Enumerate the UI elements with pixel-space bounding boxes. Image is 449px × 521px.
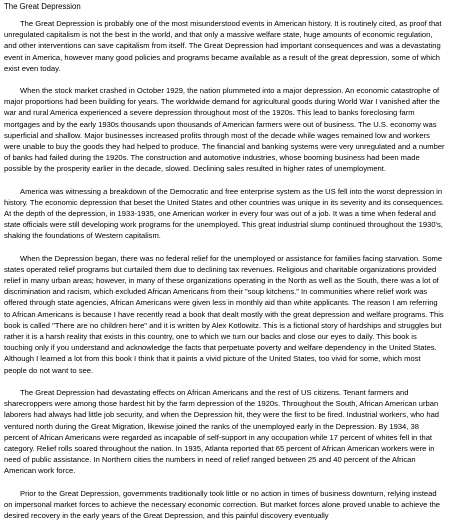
paragraph-text: Prior to the Great Depression, governments traditionally took little or no action in times of business downturn, relying instead on impersonal market forces to achieve the necessary economic correction. But market forces alone proved unable to achieve the desired recovery in the early years of the Great Depression, and this painful discovery eventually bbox=[4, 488, 441, 520]
paragraph-5 bbox=[4, 387, 445, 477]
paragraph-text: When the Depression began, there was no federal relief for the unemployed or assistance for families facing starvation. Some states operated relief programs but curtailed them due to declining tax revenues. Religious and charitable organizations provided relief in many urban areas; however, in many of these organizations operating in the North as well as the South, there was a lot of discrimination and racism, which excluded African Americans from their "soup kitchens." In communities where relief work was offered through state agencies, African Americans were given less in monthly aid than white applicants. The reason I am referring to African Americans is because I have recently read a book that dealt mostly with the great depression and welfare programs. This book is called "There are no children here" and it is written by Alex Kotlowitz. This is a fictional story of hardships and struggles but rather it is a harsh reality that exists in this country, one to which we turn our backs and close our eyes to daily. This book is touching only if you understand and acknowledge the facts that perpetuate poverty and welfare dependency in the United States. Although I learned a lot from this book I think that it paints a vivid picture of the United States, too vivid for some, which most people do not want to see. bbox=[4, 253, 444, 375]
paragraph-text: When the stock market crashed in October 1929, the nation plummeted into a major depression. An economic catastrophe of major proportions had been building for years. The worldwide demand for agricultural goods during World War I vanished after the war and rural America experienced a severe depression throughout most of the 1920s. This lead to banks foreclosing farm mortgages and by the early 1930s thousands upon thousands of American farmers were out of business. The U.S. economy was superficial and shallow. Major businesses increased profits through most of the decade while wages remained low and workers were unable to buy the goods they had helped to produce. The financial and banking systems were very unregulated and a number of banks had failed during the 1920s. The construction and automotive industries, whose booming business had been made possible by the prosperity earlier in the decade, slowed. Declining sales resulted in higher rates of unemployment. bbox=[4, 86, 445, 174]
paragraph-text: The Great Depression had devastating effects on African Americans and the rest of US citizens. Tenant farmers and sharecroppers were among those hardest hit by the farm depression of the 1920s. Throughout the South, African American urban laborers had always had little job security, and when the Depression hit, they were the first to be fired. Industrial workers, who had ventured north during the Great Migration, likewise joined the ranks of the unemployed early in the Depression. By 1934, 38 percent of African Americans were regarded as incapable of self-support in any occupation while 17 percent of whites fell in that category. Relief rolls soared throughout the nation. In 1935, Atlanta reported that 65 percent of African American workers were in need of public assistance. In Northern cities the numbers in need of relief ranged between 25 and 40 percent of the African American work force. bbox=[4, 387, 440, 476]
paragraph-text: America was witnessing a breakdown of the Democratic and free enterprise system as the US fell into the worst depression in history. The economic depression that beset the United States and other countries was unique in its severity and its consequences. At the depth of the depression, in 1933-1935, one American worker in every four was out of a job. It was a time when federal and state officials were still developing work programs for the unemployed. This great industrial slump continued throughout the 1930's, shaking the foundations of Western capitalism. bbox=[4, 186, 444, 241]
paragraph-2 bbox=[4, 85, 445, 175]
paragraph-3 bbox=[4, 186, 445, 242]
document-title: The Great Depression bbox=[4, 2, 81, 11]
paragraph-text: The Great Depression is probably one of the most misunderstood events in American history. It is routinely cited, as proof that unregulated capitalism is not the best in the world, and that only a massive welfare state, huge amounts of economic regulation, and other interventions can save capitalism from itself. The Great Depression had important consequences and was a devastating event in America, however many good policies and programs became available as a result of the great depression, some of which exist even today. bbox=[4, 19, 442, 73]
paragraph-1 bbox=[4, 18, 445, 74]
paragraph-6 bbox=[4, 488, 445, 521]
paragraph-4 bbox=[4, 253, 445, 376]
